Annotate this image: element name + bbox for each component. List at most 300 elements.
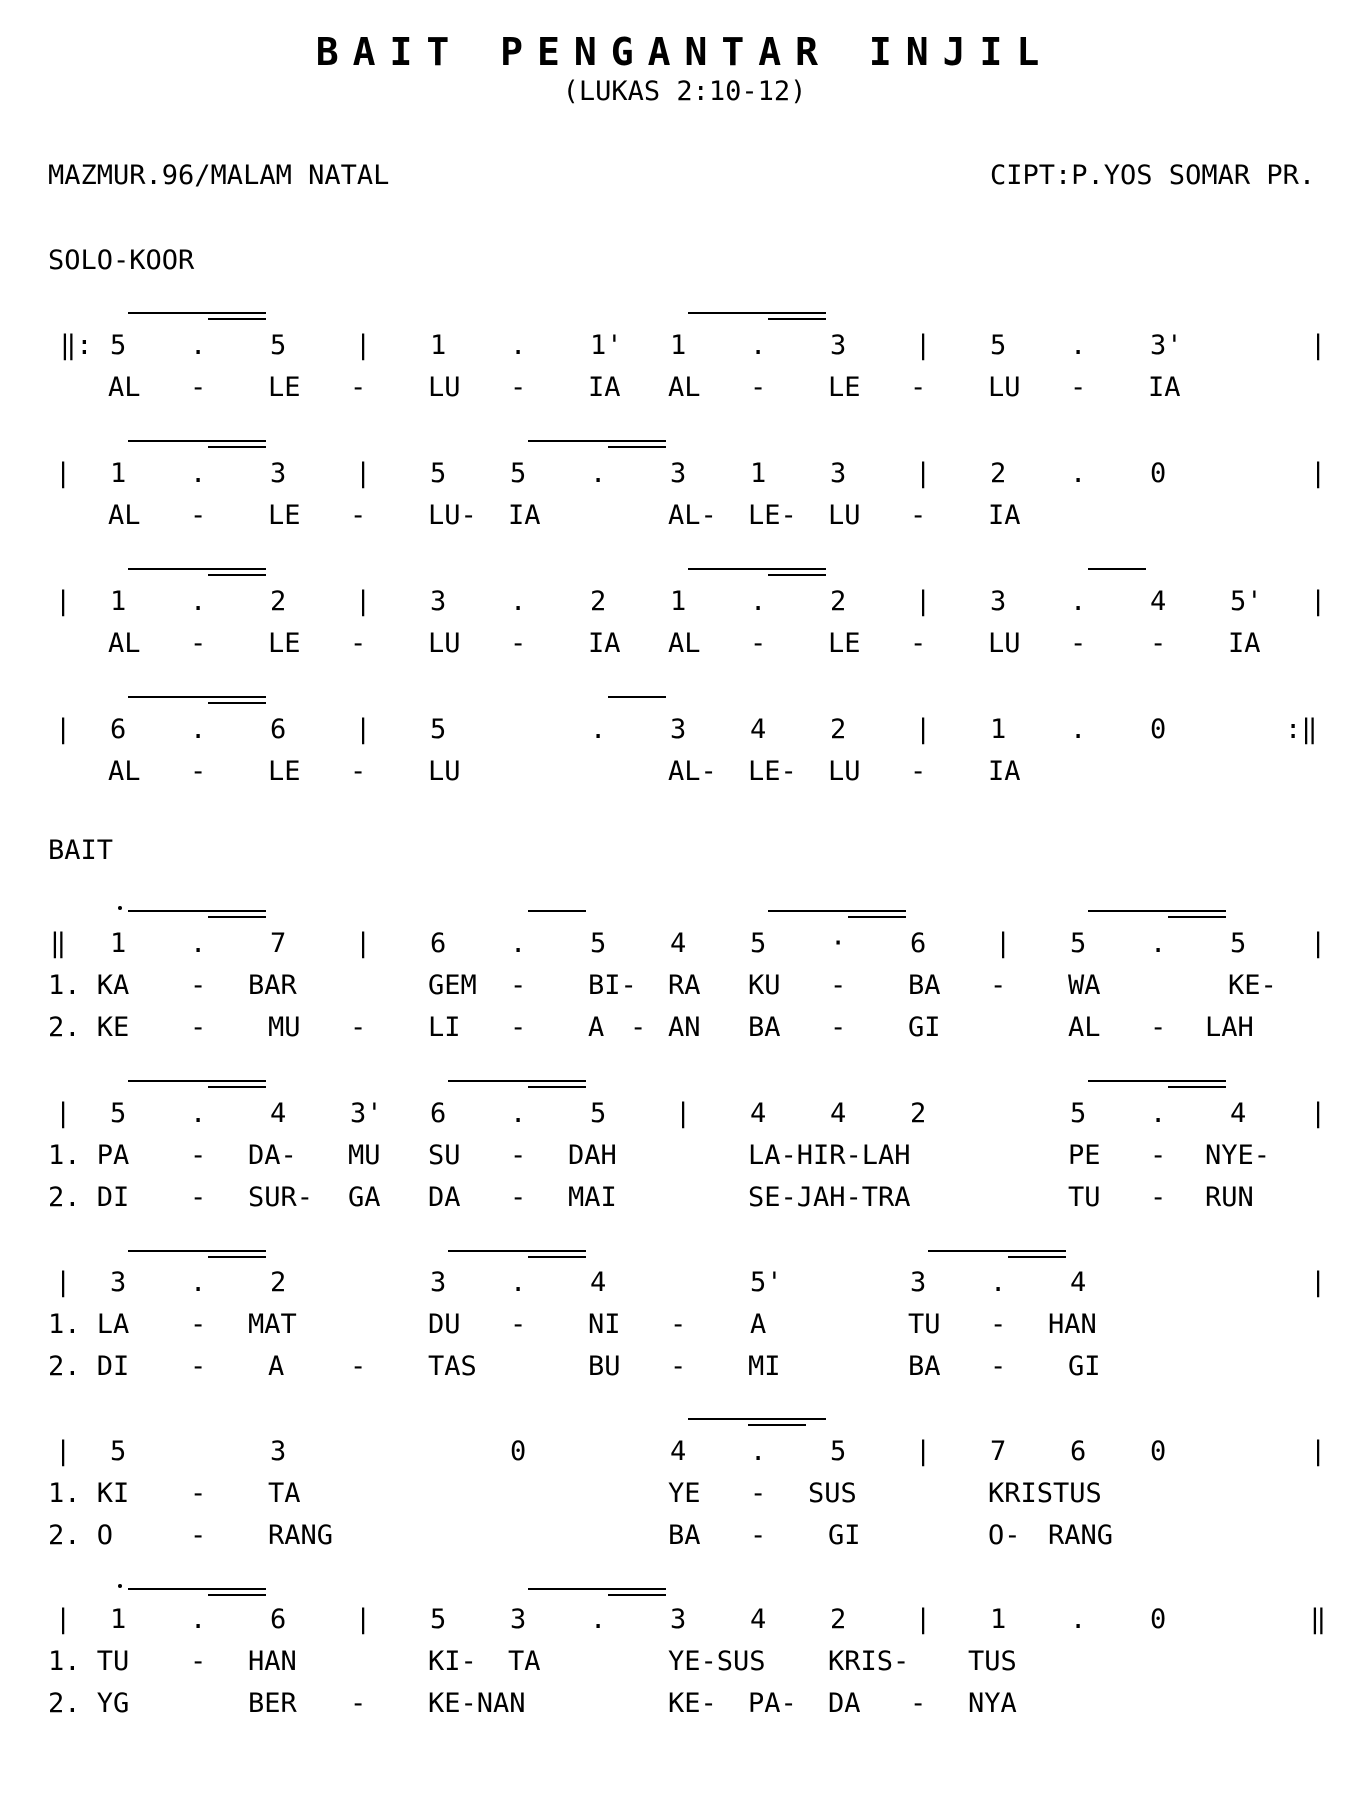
lyric-syllable: RA	[668, 970, 701, 1001]
lyric-syllable: YE-SUS	[668, 1646, 766, 1677]
lyric-syllable: -	[1070, 628, 1087, 659]
lyric-syllable: A	[588, 1012, 605, 1043]
lyric-syllable: -	[190, 970, 207, 1001]
lyric-syllable: LU	[988, 628, 1021, 659]
note-token: 3	[830, 458, 847, 489]
note-token: .	[190, 1098, 207, 1129]
note-token: 4	[1070, 1267, 1087, 1298]
page-subtitle: (LUKAS 2:10-12)	[562, 76, 807, 107]
note-token: |	[55, 1604, 72, 1635]
lyric-syllable: LU	[428, 756, 461, 787]
note-token: 1	[110, 928, 127, 959]
beam-line	[208, 1256, 266, 1258]
note-token: 5	[990, 330, 1007, 361]
beam-line	[528, 1256, 586, 1258]
note-token: 4	[590, 1267, 607, 1298]
lyric-syllable: DA-	[248, 1140, 297, 1171]
lyric-syllable: 1. KA	[48, 970, 130, 1001]
lyric-syllable: AL-	[668, 756, 717, 787]
note-token: |	[915, 1436, 932, 1467]
lyric-syllable: -	[190, 1309, 207, 1340]
note-token: |	[355, 458, 372, 489]
lyric-syllable: IA	[988, 500, 1021, 531]
lyric-syllable: HAN	[248, 1646, 297, 1677]
beam-line	[688, 312, 826, 314]
note-token: 3	[670, 714, 687, 745]
lyric-syllable: -	[1150, 1012, 1167, 1043]
beam-line	[768, 318, 826, 320]
note-token: 1	[110, 1604, 127, 1635]
note-token: .	[510, 928, 527, 959]
note-token: .	[510, 1098, 527, 1129]
note-token: ‖	[50, 928, 67, 959]
note-token: ·	[830, 928, 847, 959]
lyric-syllable: LE-	[748, 756, 797, 787]
beam-line	[1168, 1086, 1226, 1088]
lyric-syllable: LU-	[428, 500, 477, 531]
lyric-syllable: LU	[828, 756, 861, 787]
lyric-syllable: -	[190, 1140, 207, 1171]
beam-line	[1088, 568, 1146, 570]
note-token: 6	[430, 1098, 447, 1129]
lyric-syllable: -	[190, 1520, 207, 1551]
note-token: 3	[670, 458, 687, 489]
beam-line	[128, 910, 266, 912]
lyric-syllable: -	[350, 1351, 367, 1382]
note-token: 5	[110, 1098, 127, 1129]
note-token: .	[1070, 1604, 1087, 1635]
note-token: 3	[430, 586, 447, 617]
note-token: |	[1310, 586, 1327, 617]
note-token: .	[1070, 586, 1087, 617]
note-token: .	[590, 714, 607, 745]
lyric-syllable: -	[1150, 1140, 1167, 1171]
lyric-syllable: YE	[668, 1478, 701, 1509]
lyric-syllable: NYE-	[1205, 1140, 1271, 1171]
beam-line	[1088, 1080, 1226, 1082]
lyric-syllable: BA	[748, 1012, 781, 1043]
lyric-syllable: GA	[348, 1182, 381, 1213]
note-token: 4	[750, 1098, 767, 1129]
note-token: |	[675, 1098, 692, 1129]
note-token: .	[1150, 1098, 1167, 1129]
note-token: |	[55, 1098, 72, 1129]
note-token: 1	[990, 714, 1007, 745]
lyric-syllable: IA	[1148, 372, 1181, 403]
lyric-syllable: IA	[588, 628, 621, 659]
lyric-syllable: -	[510, 1309, 527, 1340]
note-token: |	[1310, 1267, 1327, 1298]
lyric-syllable: KE-	[1228, 970, 1277, 1001]
lyric-syllable: -	[750, 628, 767, 659]
lyric-syllable: 2. KE	[48, 1012, 130, 1043]
note-token: 2	[830, 586, 847, 617]
lyric-syllable: MI	[748, 1351, 781, 1382]
note-token: 2	[270, 586, 287, 617]
note-token: 5	[110, 1436, 127, 1467]
note-token: 6	[110, 714, 127, 745]
lyric-syllable: -	[510, 970, 527, 1001]
lyric-syllable: BA	[908, 1351, 941, 1382]
note-token: 1	[430, 330, 447, 361]
note-token: 3'	[350, 1098, 383, 1129]
lyric-syllable: -	[350, 628, 367, 659]
lyric-syllable: -	[830, 970, 847, 1001]
note-token: 7	[270, 928, 287, 959]
beam-line	[208, 916, 266, 918]
lyric-syllable: -	[350, 1012, 367, 1043]
note-token: 1	[670, 586, 687, 617]
note-token: 3	[270, 1436, 287, 1467]
note-token: |	[355, 330, 372, 361]
note-token: .	[190, 1267, 207, 1298]
lyric-syllable: LE	[268, 372, 301, 403]
beam-line	[1008, 1256, 1066, 1258]
lyric-syllable: LI	[428, 1012, 461, 1043]
lyric-syllable: IA	[508, 500, 541, 531]
lyric-syllable: GEM	[428, 970, 477, 1001]
lyric-syllable: SU	[428, 1140, 461, 1171]
lyric-syllable: KE-	[668, 1688, 717, 1719]
note-token: |	[915, 1604, 932, 1635]
octave-dot	[118, 1584, 122, 1588]
lyric-syllable: SUR-	[248, 1182, 314, 1213]
section-label: BAIT	[48, 835, 114, 866]
note-token: .	[750, 586, 767, 617]
lyric-syllable: AL	[668, 372, 701, 403]
lyric-syllable: PE	[1068, 1140, 1101, 1171]
lyric-syllable: NYA	[968, 1688, 1017, 1719]
note-token: 5	[430, 458, 447, 489]
note-token: .	[190, 330, 207, 361]
lyric-syllable: -	[830, 1012, 847, 1043]
lyric-syllable: -	[1070, 372, 1087, 403]
note-token: 5	[430, 714, 447, 745]
lyric-syllable: DA	[428, 1182, 461, 1213]
note-token: .	[190, 1604, 207, 1635]
note-token: .	[510, 586, 527, 617]
lyric-syllable: 2. O	[48, 1520, 114, 1551]
note-token: 6	[430, 928, 447, 959]
note-token: 1	[750, 458, 767, 489]
lyric-syllable: IA	[1228, 628, 1261, 659]
lyric-syllable: DAH	[568, 1140, 617, 1171]
lyric-syllable: BA	[908, 970, 941, 1001]
note-token: .	[190, 928, 207, 959]
note-token: 3	[990, 586, 1007, 617]
beam-line	[768, 574, 826, 576]
note-token: 1	[990, 1604, 1007, 1635]
note-token: |	[1310, 1436, 1327, 1467]
octave-dot	[118, 906, 122, 910]
beam-line	[208, 318, 266, 320]
note-token: 3	[270, 458, 287, 489]
beam-line	[128, 696, 266, 698]
lyric-syllable: MAI	[568, 1182, 617, 1213]
lyric-syllable: 2. DI	[48, 1351, 130, 1382]
lyric-syllable: 1. TU	[48, 1646, 130, 1677]
lyric-syllable: KRISTUS	[988, 1478, 1102, 1509]
lyric-syllable: -	[990, 970, 1007, 1001]
beam-line	[208, 446, 266, 448]
lyric-syllable: MAT	[248, 1309, 297, 1340]
lyric-syllable: -	[750, 1478, 767, 1509]
note-token: .	[190, 714, 207, 745]
beam-line	[608, 696, 666, 698]
lyric-syllable: -	[190, 1182, 207, 1213]
lyric-syllable: -	[510, 1182, 527, 1213]
lyric-syllable: LE	[828, 628, 861, 659]
lyric-syllable: TA	[508, 1646, 541, 1677]
note-token: 4	[670, 928, 687, 959]
lyric-syllable: -	[510, 1012, 527, 1043]
lyric-syllable: LU	[428, 372, 461, 403]
note-token: 1	[670, 330, 687, 361]
beam-line	[448, 1080, 586, 1082]
lyric-syllable: AL	[108, 628, 141, 659]
note-token: 6	[1070, 1436, 1087, 1467]
lyric-syllable: LE	[268, 628, 301, 659]
note-token: |	[355, 586, 372, 617]
note-token: 4	[1150, 586, 1167, 617]
note-token: 0	[1150, 714, 1167, 745]
lyric-syllable: LU	[828, 500, 861, 531]
lyric-syllable: KI-	[428, 1646, 477, 1677]
note-token: |	[1310, 458, 1327, 489]
note-token: 5	[510, 458, 527, 489]
note-token: .	[990, 1267, 1007, 1298]
note-token: 0	[1150, 1436, 1167, 1467]
note-token: 5	[270, 330, 287, 361]
composer-credit: CIPT:P.YOS SOMAR PR.	[990, 160, 1316, 191]
note-token: .	[1070, 714, 1087, 745]
beam-line	[128, 1588, 266, 1590]
beam-line	[608, 1594, 666, 1596]
lyric-syllable: DA	[828, 1688, 861, 1719]
note-token: 5	[590, 1098, 607, 1129]
lyric-syllable: -	[910, 372, 927, 403]
lyric-syllable: BA	[668, 1520, 701, 1551]
note-token: 5	[110, 330, 127, 361]
beam-line	[528, 910, 586, 912]
note-token: |	[915, 458, 932, 489]
lyric-syllable: MU	[268, 1012, 301, 1043]
note-token: .	[190, 586, 207, 617]
lyric-syllable: LE	[268, 756, 301, 787]
beam-line	[688, 1418, 826, 1420]
note-token: .	[510, 330, 527, 361]
note-token: 3'	[1150, 330, 1183, 361]
lyric-syllable: KRIS-	[828, 1646, 910, 1677]
note-token: |	[1310, 330, 1327, 361]
note-token: 7	[990, 1436, 1007, 1467]
lyric-syllable: -	[1150, 628, 1167, 659]
note-token: 5	[1070, 928, 1087, 959]
lyric-syllable: DU	[428, 1309, 461, 1340]
lyric-syllable: AL	[108, 372, 141, 403]
note-token: .	[190, 458, 207, 489]
beam-line	[528, 440, 666, 442]
lyric-syllable: IA	[988, 756, 1021, 787]
note-token: 0	[510, 1436, 527, 1467]
note-token: 2	[590, 586, 607, 617]
note-token: 0	[1150, 458, 1167, 489]
note-token: 4	[1230, 1098, 1247, 1129]
beam-line	[208, 1086, 266, 1088]
beam-line	[768, 910, 906, 912]
lyric-syllable: O-	[988, 1520, 1021, 1551]
lyric-syllable: -	[910, 500, 927, 531]
lyric-syllable: -	[670, 1351, 687, 1382]
beam-line	[608, 446, 666, 448]
note-token: :‖	[1285, 714, 1318, 745]
lyric-syllable: AN	[668, 1012, 701, 1043]
lyric-syllable: -	[750, 1520, 767, 1551]
beam-line	[208, 574, 266, 576]
note-token: ‖	[1310, 1604, 1327, 1635]
lyric-syllable: -	[190, 628, 207, 659]
lyric-syllable: -	[190, 372, 207, 403]
note-token: |	[995, 928, 1012, 959]
note-token: ‖:	[60, 330, 93, 361]
lyric-syllable: LE	[268, 500, 301, 531]
psalm-reference: MAZMUR.96/MALAM NATAL	[48, 160, 390, 191]
beam-line	[128, 1250, 266, 1252]
note-token: .	[1150, 928, 1167, 959]
lyric-syllable: -	[350, 372, 367, 403]
beam-line	[1168, 916, 1226, 918]
lyric-syllable: MU	[348, 1140, 381, 1171]
lyric-syllable: SE-JAH-TRA	[748, 1182, 911, 1213]
lyric-syllable: BER	[248, 1688, 297, 1719]
note-token: |	[355, 928, 372, 959]
note-token: |	[55, 458, 72, 489]
lyric-syllable: BU	[588, 1351, 621, 1382]
note-token: 5	[430, 1604, 447, 1635]
note-token: |	[55, 586, 72, 617]
beam-line	[128, 1080, 266, 1082]
lyric-syllable: -	[190, 500, 207, 531]
page-title: BAIT PENGANTAR INJIL	[315, 30, 1054, 74]
note-token: |	[55, 714, 72, 745]
beam-line	[528, 1588, 666, 1590]
lyric-syllable: 2. YG	[48, 1688, 130, 1719]
lyric-syllable: A	[268, 1351, 285, 1382]
lyric-syllable: AL	[108, 500, 141, 531]
lyric-syllable: RANG	[1048, 1520, 1114, 1551]
lyric-syllable: PA-	[748, 1688, 797, 1719]
note-token: |	[1310, 1098, 1327, 1129]
lyric-syllable: LU	[428, 628, 461, 659]
lyric-syllable: NI	[588, 1309, 621, 1340]
lyric-syllable: -	[910, 756, 927, 787]
beam-line	[128, 568, 266, 570]
note-token: 3	[430, 1267, 447, 1298]
lyric-syllable: BAR	[248, 970, 297, 1001]
note-token: 4	[830, 1098, 847, 1129]
lyric-syllable: KU	[748, 970, 781, 1001]
note-token: 5	[830, 1436, 847, 1467]
note-token: .	[590, 1604, 607, 1635]
note-token: |	[915, 714, 932, 745]
lyric-syllable: AL	[108, 756, 141, 787]
lyric-syllable: GI	[828, 1520, 861, 1551]
lyric-syllable: LE	[828, 372, 861, 403]
beam-line	[448, 1250, 586, 1252]
lyric-syllable: RANG	[268, 1520, 334, 1551]
note-token: |	[55, 1267, 72, 1298]
note-token: |	[915, 330, 932, 361]
lyric-syllable: AL	[668, 628, 701, 659]
note-token: 3	[110, 1267, 127, 1298]
beam-line	[688, 568, 826, 570]
lyric-syllable: TU	[908, 1309, 941, 1340]
note-token: 1	[110, 458, 127, 489]
lyric-syllable: -	[190, 1478, 207, 1509]
lyric-syllable: A	[750, 1309, 767, 1340]
note-token: 5'	[750, 1267, 783, 1298]
lyric-syllable: -	[350, 756, 367, 787]
lyric-syllable: -	[190, 1646, 207, 1677]
note-token: 3	[910, 1267, 927, 1298]
note-token: 6	[270, 1604, 287, 1635]
note-token: 2	[830, 714, 847, 745]
note-token: 3	[510, 1604, 527, 1635]
lyric-syllable: -	[510, 1140, 527, 1171]
lyric-syllable: AL	[1068, 1012, 1101, 1043]
lyric-syllable: -	[510, 372, 527, 403]
note-token: 2	[830, 1604, 847, 1635]
lyric-syllable: -	[910, 628, 927, 659]
beam-line	[128, 440, 266, 442]
beam-line	[848, 916, 906, 918]
lyric-syllable: TAS	[428, 1351, 477, 1382]
beam-line	[208, 702, 266, 704]
lyric-syllable: IA	[588, 372, 621, 403]
beam-line	[208, 1594, 266, 1596]
lyric-syllable: -	[350, 500, 367, 531]
beam-line	[928, 1250, 1066, 1252]
note-token: 3	[830, 330, 847, 361]
note-token: 1'	[590, 330, 623, 361]
lyric-syllable: AL-	[668, 500, 717, 531]
lyric-syllable: -	[990, 1351, 1007, 1382]
note-token: 4	[670, 1436, 687, 1467]
lyric-syllable: RUN	[1205, 1182, 1254, 1213]
note-token: 2	[270, 1267, 287, 1298]
lyric-syllable: -	[190, 1351, 207, 1382]
note-token: 6	[270, 714, 287, 745]
lyric-syllable: BI-	[588, 970, 637, 1001]
lyric-syllable: -	[670, 1309, 687, 1340]
lyric-syllable: GI	[1068, 1351, 1101, 1382]
lyric-syllable: LA-HIR-LAH	[748, 1140, 911, 1171]
note-token: 5	[750, 928, 767, 959]
note-token: 1	[110, 586, 127, 617]
note-token: |	[355, 714, 372, 745]
note-token: 5	[590, 928, 607, 959]
note-token: 2	[990, 458, 1007, 489]
beam-line	[1088, 910, 1226, 912]
note-token: |	[915, 586, 932, 617]
note-token: .	[1070, 330, 1087, 361]
lyric-syllable: 1. LA	[48, 1309, 130, 1340]
note-token: 3	[670, 1604, 687, 1635]
lyric-syllable: SUS	[808, 1478, 857, 1509]
note-token: 6	[910, 928, 927, 959]
note-token: 0	[1150, 1604, 1167, 1635]
note-token: 5'	[1230, 586, 1263, 617]
